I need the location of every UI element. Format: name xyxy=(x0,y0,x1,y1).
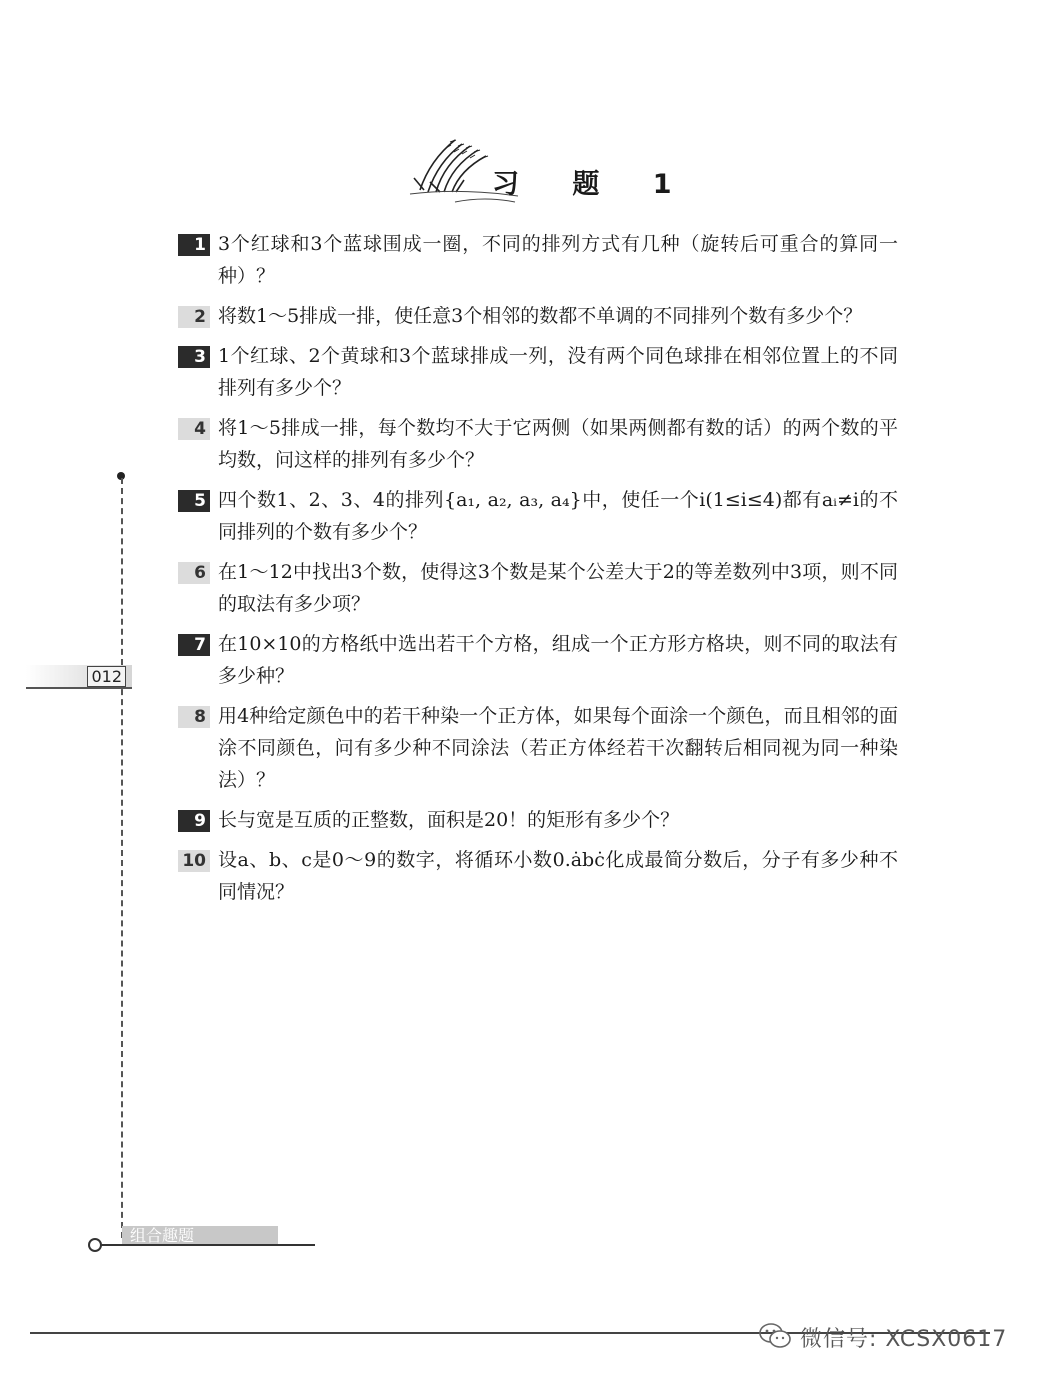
watermark xyxy=(758,1318,1028,1354)
problem-list xyxy=(178,228,898,916)
problem-item xyxy=(178,700,898,796)
problem-item xyxy=(178,300,898,332)
problem-number: 2 xyxy=(178,306,210,328)
footer-book-title: 组合趣题 xyxy=(122,1226,278,1246)
problem-item xyxy=(178,484,898,548)
margin-dashed-line xyxy=(121,478,123,1238)
problem-number: 7 xyxy=(178,634,210,656)
watermark-text: 微信号: XCSX0617 xyxy=(800,1327,1008,1352)
footer-rule xyxy=(100,1244,315,1246)
problem-text: 1个红球、2个黄球和3个蓝球排成一列，没有两个同色球排在相邻位置上的不同排列有多少个？ xyxy=(218,345,898,399)
wechat-icon xyxy=(758,1322,792,1350)
problem-text: 设a、b、c是0～9的数字，将循环小数0.ȧbċ化成最简分数后，分子有多少种不同情况？ xyxy=(218,849,898,903)
problem-item xyxy=(178,556,898,620)
problem-text: 四个数1、2、3、4的排列{a₁, a₂, a₃, a₄}中，使任一个i(1≤i≤4)都有aᵢ≠i的不同排列的个数有多少个？ xyxy=(218,489,898,543)
problem-number: 8 xyxy=(178,706,210,728)
problem-text: 将1～5排成一排，每个数均不大于它两侧（如果两侧都有数的话）的两个数的平均数，问这样的排列有多少个？ xyxy=(218,417,898,471)
problem-text: 3个红球和3个蓝球围成一圈，不同的排列方式有几种（旋转后可重合的算同一种）？ xyxy=(218,233,898,287)
problem-number: 5 xyxy=(178,490,210,512)
problem-item xyxy=(178,412,898,476)
problem-item xyxy=(178,804,898,836)
problem-number: 1 xyxy=(178,234,210,256)
page-number: 012 xyxy=(87,666,126,687)
problem-text: 在10×10的方格纸中选出若干个方格，组成一个正方形方格块，则不同的取法有多少种？ xyxy=(218,633,898,687)
problem-item xyxy=(178,228,898,292)
problem-number: 3 xyxy=(178,346,210,368)
problem-number: 10 xyxy=(178,850,210,872)
problem-number: 9 xyxy=(178,810,210,832)
problem-number: 4 xyxy=(178,418,210,440)
page-number-tab xyxy=(26,665,132,689)
exercise-title: 习 题 1 xyxy=(492,169,694,200)
problem-item xyxy=(178,628,898,692)
problem-text: 在1～12中找出3个数，使得这3个数是某个公差大于2的等差数列中3项，则不同的取法有多少项？ xyxy=(218,561,898,615)
problem-text: 长与宽是互质的正整数，面积是20！的矩形有多少个？ xyxy=(218,809,680,831)
problem-number: 6 xyxy=(178,562,210,584)
problem-text: 用4种给定颜色中的若干种染一个正方体，如果每个面涂一个颜色，而且相邻的面涂不同颜色，问有多少种不同涂法（若正方体经若干次翻转后相同视为同一种染法）？ xyxy=(218,705,898,791)
problem-item xyxy=(178,340,898,404)
exercise-heading xyxy=(400,130,730,210)
problem-item xyxy=(178,844,898,908)
problem-text: 将数1～5排成一排，使任意3个相邻的数都不单调的不同排列个数有多少个？ xyxy=(218,305,863,327)
